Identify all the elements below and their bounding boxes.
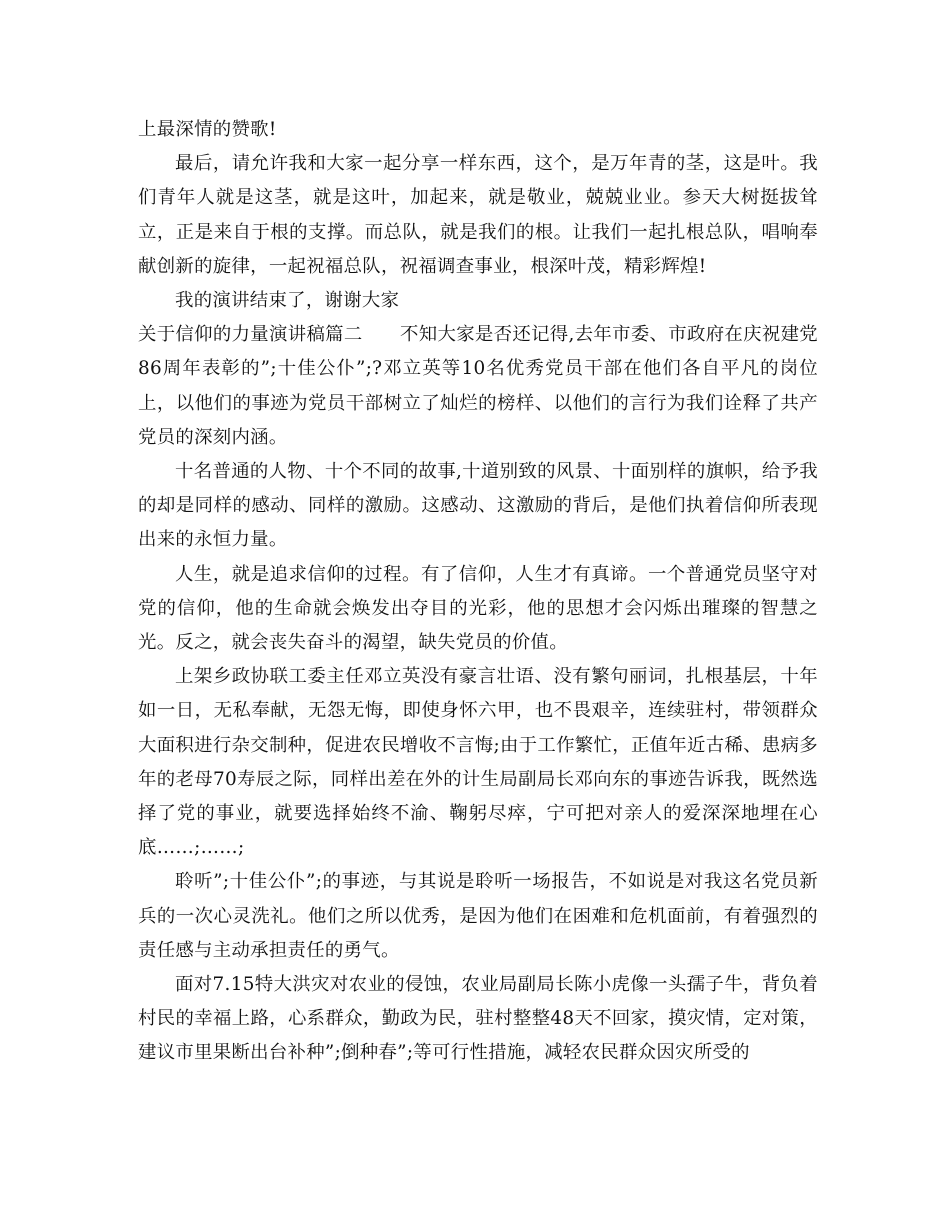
paragraph-4: 关于信仰的力量演讲稿篇二 不知大家是否还记得,去年市委、市政府在庆祝建党86周年表彰的”;十佳公仆”;?邓立英等10名优秀党员干部在他们各自平凡的岗位上，以他们的事迹为党员干部树立了灿烂的榜样、以他们的言行为我们诠释了共产党员的深刻内涵。 [138,324,818,448]
paragraph-8: 聆听”;十佳公仆”;的事迹，与其说是聆听一场报告，不如说是对我这名党员新兵的一次心灵洗礼。他们之所以优秀，是因为他们在困难和危机面前，有着强烈的责任感与主动承担责任的勇气。 [138,871,818,961]
paragraph-9: 面对7.15特大洪灾对农业的侵蚀，农业局副局长陈小虎像一头孺子牛，背负着村民的幸福上路，心系群众，勤政为民，驻村整整48天不回家，摸灾情，定对策，建议市里果断出台补种”;倒种春”;等可行性措施，减轻农民群众因灾所受的 [138,974,818,1064]
paragraph-1: 上最深情的赞歌! [138,119,277,140]
paragraph-7: 上架乡政协联工委主任邓立英没有豪言壮语、没有繁句丽词，扎根基层，十年如一日，无私奉献，无怨无悔，即使身怀六甲，也不畏艰辛，连续驻村，带领群众大面积进行杂交制种，促进农民增收不言悔;由于工作繁忙，正值年近古稀、患病多年的老母70寿辰之际，同样出差在外的计生局副局长邓向东的事迹告诉我，既然选择了党的事业，就要选择始终不渝、鞠躬尽瘁，宁可把对亲人的爱深深地埋在心底……;……; [138,666,818,859]
paragraph-2: 最后，请允许我和大家一起分享一样东西，这个，是万年青的茎，这是叶。我们青年人就是这茎，就是这叶，加起来，就是敬业，兢兢业业。参天大树挺拔耸立，正是来自于根的支撑。而总队，就是我们的根。让我们一起扎根总队，唱响奉献创新的旋律，一起祝福总队，祝福调查事业，根深叶茂，精彩辉煌! [138,153,818,277]
document-body [138,113,818,1071]
paragraph-5: 十名普通的人物、十个不同的故事,十道别致的风景、十面别样的旗帜，给予我的却是同样的感动、同样的激励。这感动、这激励的背后，是他们执着信仰所表现出来的永恒力量。 [138,461,818,551]
paragraph-6: 人生，就是追求信仰的过程。有了信仰，人生才有真谛。一个普通党员坚守对党的信仰，他的生命就会焕发出夺目的光彩，他的思想才会闪烁出璀璨的智慧之光。反之，就会丧失奋斗的渴望，缺失党员的价值。 [138,563,818,654]
paragraph-3: 我的演讲结束了，谢谢大家 [175,290,400,312]
